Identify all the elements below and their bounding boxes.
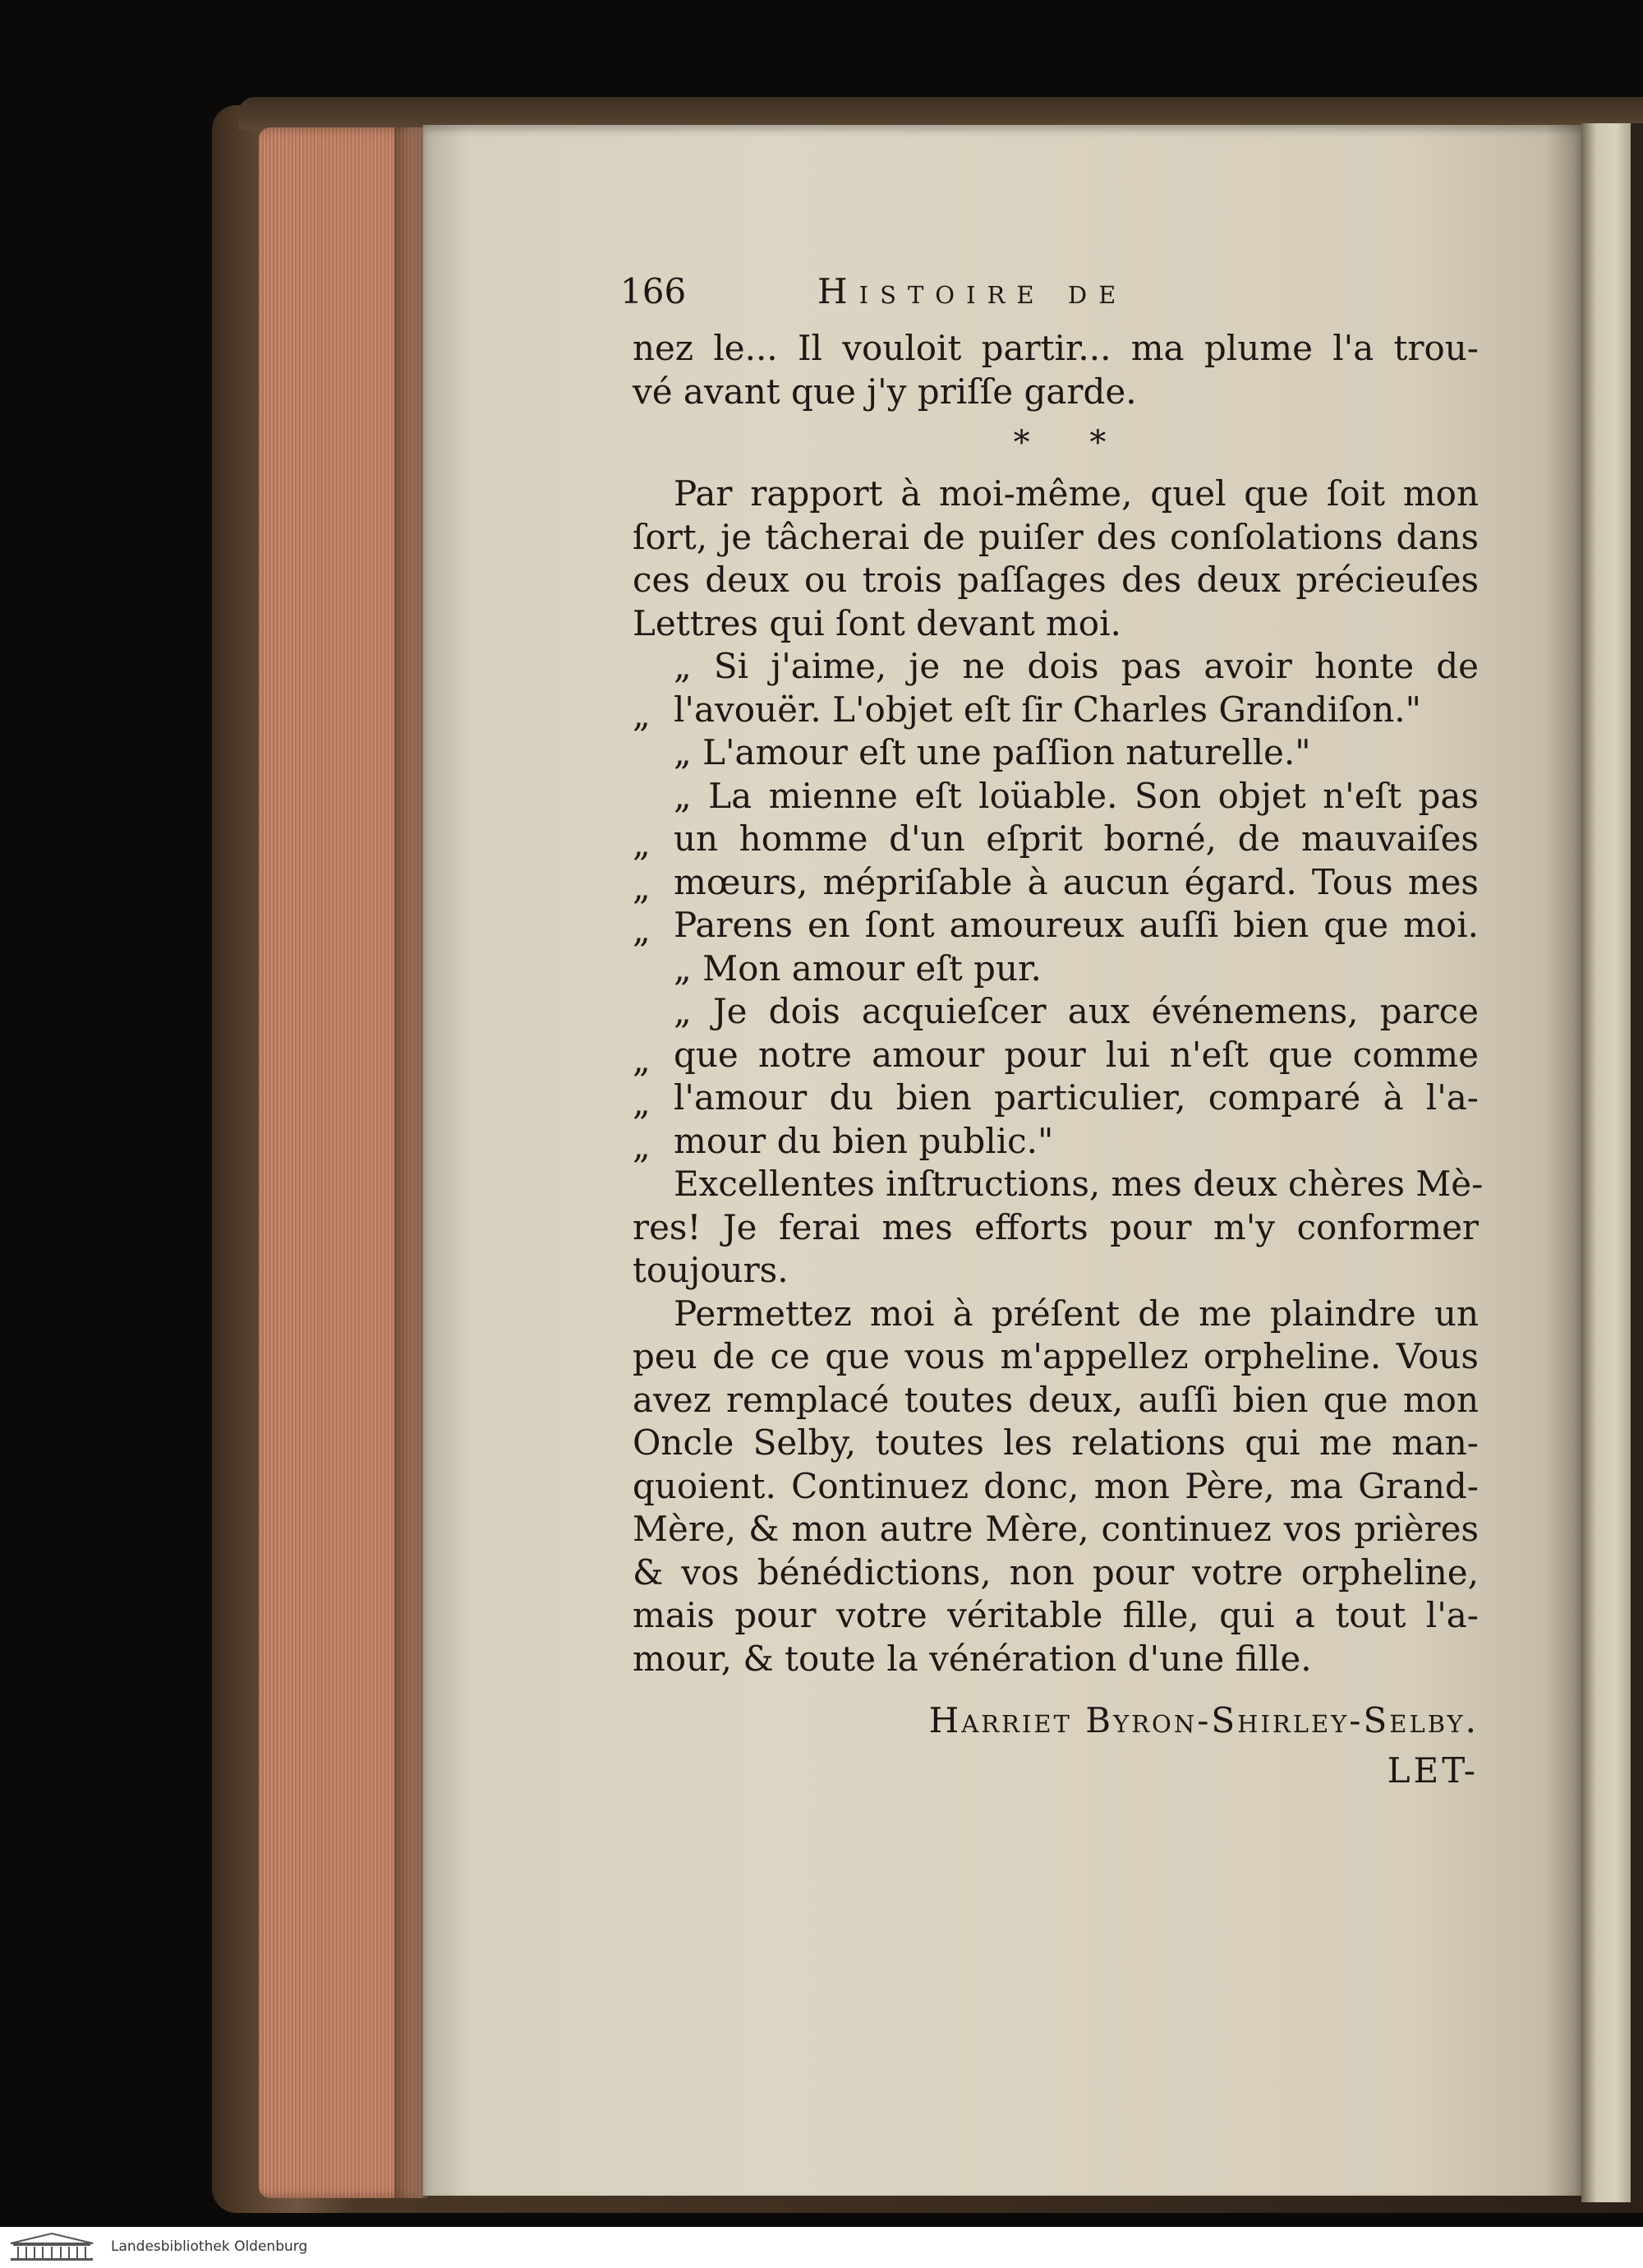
text-line — [633, 1076, 1479, 1120]
text-line: mais pour votre véritable fille, qui a tout l'a- — [633, 1595, 1479, 1635]
text-line: „ L'amour eſt une paſſion naturelle." — [674, 732, 1311, 772]
text-line: Oncle Selby, toutes les relations qui me man- — [633, 1422, 1479, 1463]
text-line: „ Si j'aime, je ne dois pas avoir honte de — [674, 646, 1479, 686]
text-line: „ La mienne eſt loüable. Son objet n'eſt pas — [674, 775, 1479, 816]
page-body-text — [633, 327, 1484, 1799]
text-line: quoient. Continuez donc, mon Père, ma Grand- — [633, 1465, 1479, 1506]
text-line: mour, & toute la vénération d'une fille. — [633, 1638, 1312, 1679]
text-line: ces deux ou trois paſſages des deux précieuſes — [633, 560, 1479, 600]
text-line: Lettres qui ſont devant moi. — [633, 602, 1121, 643]
footer-bar — [0, 2227, 1643, 2268]
text-line: res! Je ferai mes efforts pour m'y conformer — [633, 1206, 1479, 1247]
text-line: „ Je dois acquieſcer aux événemens, parce — [674, 991, 1479, 1031]
text-line: toujours. — [633, 1250, 789, 1290]
text-line-content: un homme d'un eſprit borné, de mauvaiſes — [674, 818, 1479, 859]
text-line — [633, 689, 1479, 735]
text-line: Mère, & mon autre Mère, continuez vos prières — [633, 1509, 1479, 1549]
text-line: ſort, je tâcherai de puiſer des conſolations dans — [633, 516, 1479, 557]
text-line: nez le... Il vouloit partir... ma plume l'a trou- — [633, 328, 1479, 368]
library-building-icon — [7, 2232, 97, 2263]
text-line: Permettez moi à préſent de me plaindre un — [674, 1293, 1479, 1334]
text-line: Excellentes inſtructions, mes deux chères Mè- — [674, 1164, 1484, 1204]
quote-mark: „ — [633, 910, 651, 950]
page-gutter-shadow — [394, 127, 427, 2198]
text-line: „ Mon amour eſt pur. — [674, 947, 1042, 989]
text-line: * * — [1013, 424, 1131, 462]
running-title: Histoire de — [817, 271, 1128, 311]
text-line: avez remplacé toutes deux, auſſi bien que mon — [633, 1379, 1479, 1420]
text-line-content: l'amour du bien particulier, comparé à l'a- — [674, 1077, 1479, 1118]
text-line-content: Parens en ſont amoureux auſſi bien que moi. — [674, 905, 1479, 945]
text-line-content: mour du bien public." — [674, 1120, 1054, 1161]
text-line: Par rapport à moi-même, quel que ſoit mon — [674, 473, 1479, 514]
quote-mark: „ — [633, 694, 651, 735]
text-line — [633, 818, 1479, 864]
signature: Harriet Byron-Shirley-Selby. — [928, 1700, 1479, 1740]
quote-mark: „ — [633, 866, 651, 907]
facing-page-edge — [1581, 123, 1631, 2202]
quote-mark: „ — [633, 1039, 651, 1080]
text-line-content: mœurs, mépriſable à aucun égard. Tous mes — [674, 861, 1479, 902]
spacer — [633, 1680, 1479, 1692]
text-line — [633, 904, 1479, 950]
text-line-content: l'avouër. L'objet eſt ſir Charles Grandiſon." — [674, 689, 1421, 730]
text-line: vé avant que j'y priſſe garde. — [633, 371, 1137, 412]
page-header — [620, 271, 1302, 320]
text-line: peu de ce que vous m'appellez orpheline. Vous — [633, 1336, 1479, 1376]
quote-mark: „ — [633, 1125, 651, 1166]
text-line: & vos bénédictions, non pour votre orpheline, — [633, 1551, 1479, 1593]
quote-mark: „ — [633, 1082, 651, 1122]
catchword: LET- — [1387, 1750, 1479, 1791]
text-line — [633, 1120, 1479, 1164]
text-line-content: que notre amour pour lui n'eſt que comme — [674, 1034, 1479, 1075]
text-line — [633, 861, 1479, 905]
text-line — [633, 1034, 1479, 1080]
quote-mark: „ — [633, 823, 651, 864]
page-number: 166 — [620, 271, 687, 311]
library-name: Landesbibliothek Oldenburg — [111, 2238, 308, 2255]
right-cover-edge — [1631, 123, 1643, 2202]
